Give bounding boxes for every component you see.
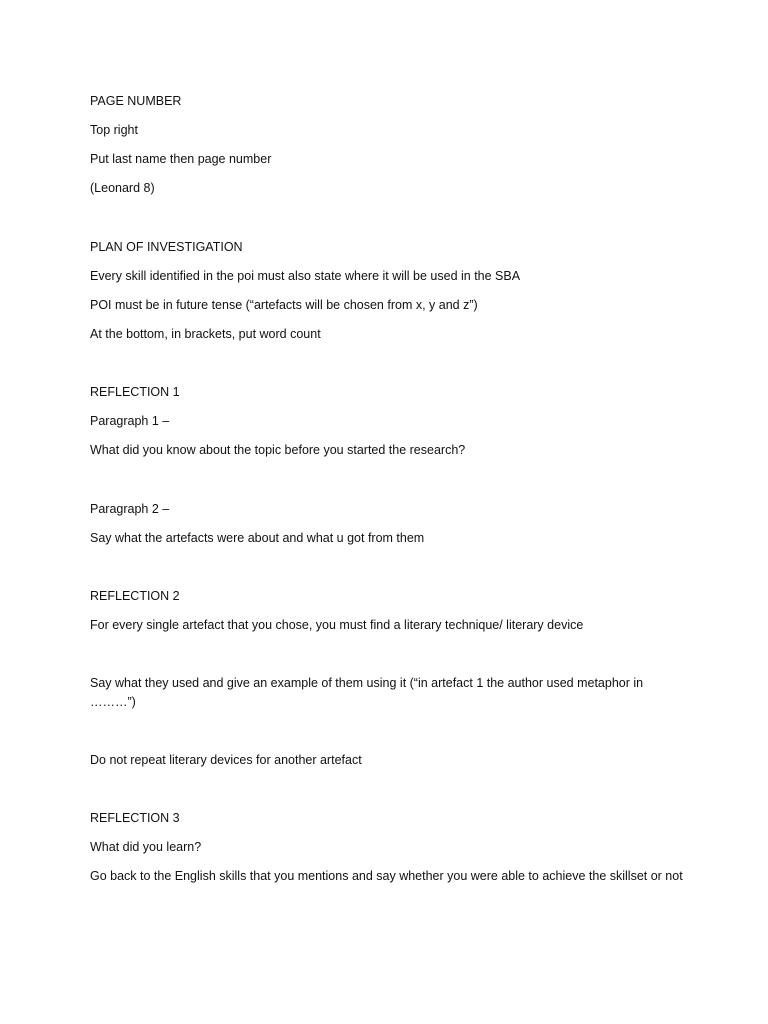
reflection-1-paragraph-2-label: Paragraph 2 – — [90, 502, 170, 516]
page-number-line-2: Put last name then page number — [90, 152, 272, 166]
page-number-line-3: (Leonard 8) — [90, 181, 155, 195]
poi-line-1: Every skill identified in the poi must also state where it will be used in the SBA — [90, 269, 521, 283]
poi-heading: PLAN OF INVESTIGATION — [90, 240, 243, 254]
reflection-2-line-1: For every single artefact that you chose, you must find a literary technique/ literary device — [90, 618, 584, 632]
reflection-1-heading: REFLECTION 1 — [90, 385, 180, 399]
page-number-line-1: Top right — [90, 123, 138, 137]
reflection-2-line-3: Do not repeat literary devices for another artefact — [90, 753, 362, 767]
reflection-1-paragraph-1-text: What did you know about the topic before you started the research? — [90, 443, 466, 457]
poi-line-3: At the bottom, in brackets, put word count — [90, 327, 321, 341]
poi-line-2: POI must be in future tense (“artefacts will be chosen from x, y and z”) — [90, 298, 478, 312]
reflection-3-line-2: Go back to the English skills that you mentions and say whether you were able to achieve the skillset or not — [90, 869, 683, 883]
reflection-2-line-2: Say what they used and give an example of them using it (“in artefact 1 the author used metaphor in ………”) — [90, 676, 644, 709]
reflection-1-paragraph-1-label: Paragraph 1 – — [90, 414, 170, 428]
page-number-heading: PAGE NUMBER — [90, 94, 182, 108]
reflection-2-heading: REFLECTION 2 — [90, 589, 180, 603]
reflection-3-line-1: What did you learn? — [90, 840, 202, 854]
reflection-3-heading: REFLECTION 3 — [90, 811, 180, 825]
reflection-1-paragraph-2-text: Say what the artefacts were about and what u got from them — [90, 531, 425, 545]
